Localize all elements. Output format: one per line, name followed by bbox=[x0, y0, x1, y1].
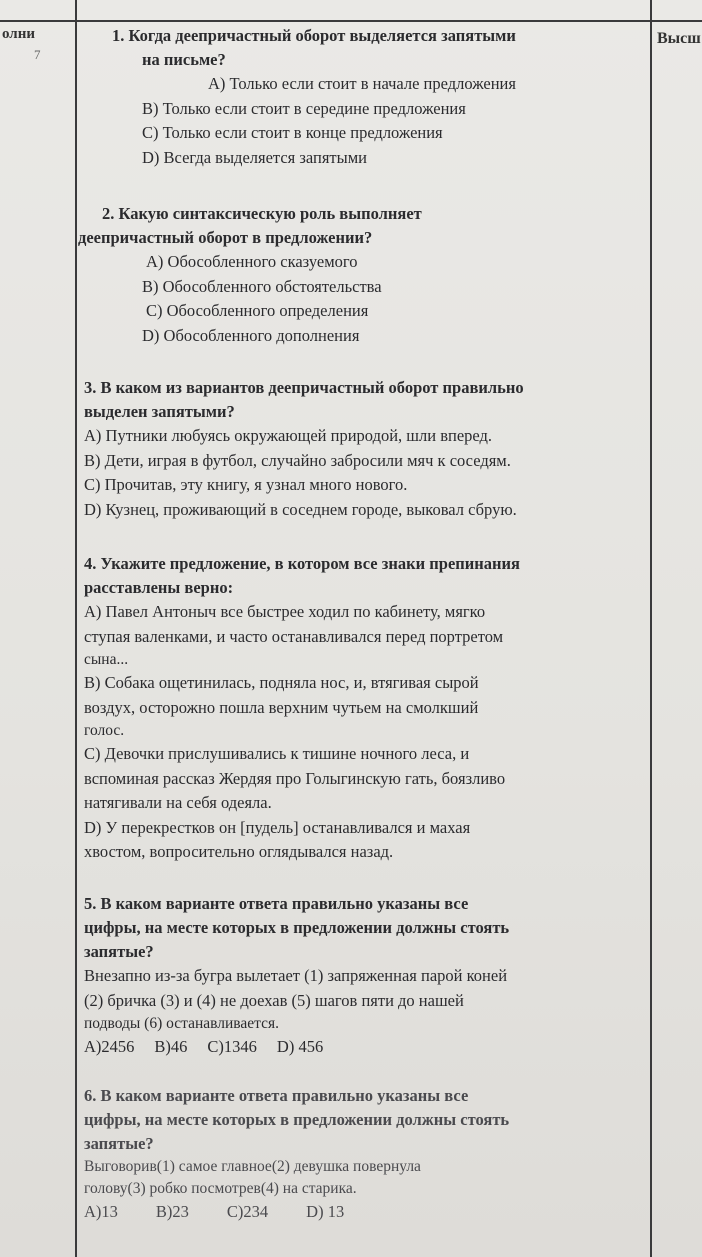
option-c-line-1: С) Девочки прислушивались к тишине ночного леса, и bbox=[84, 744, 470, 763]
question-title: 2. Какую синтаксическую роль выполняет bbox=[102, 204, 422, 223]
question-title: 1. Когда деепричастный оборот выделяется запятыми bbox=[112, 26, 516, 45]
question-title-line-3: запятые? bbox=[84, 942, 154, 961]
answer-a: А)13 bbox=[84, 1202, 118, 1221]
option-c: С) Только если стоит в конце предложения bbox=[142, 123, 443, 142]
option-a: А) Путники любуясь окружающей природой, шли вперед. bbox=[84, 426, 493, 445]
question-title: 3. В каком из вариантов деепричастный оборот правильно bbox=[84, 378, 524, 397]
table-divider-left bbox=[75, 0, 77, 1257]
option-a: А) Только если стоит в начале предложения bbox=[208, 74, 516, 93]
answer-b: В)23 bbox=[155, 1202, 189, 1221]
question-title-line-3: запятые? bbox=[84, 1134, 154, 1153]
option-b: В) Обособленного обстоятельства bbox=[142, 276, 382, 296]
question-title-line-1: 6. В каком варианте ответа правильно указаны все bbox=[84, 1086, 469, 1105]
question-title: 4. Укажите предложение, в котором все знаки препинания bbox=[84, 554, 520, 573]
left-column-sub-text: 7 bbox=[34, 47, 41, 62]
option-d: D) Кузнец, проживающий в соседнем городе, выковал сбрую. bbox=[84, 499, 517, 519]
option-b-line-1: В) Собака ощетинилась, подняла нос, и, втягивая сырой bbox=[84, 673, 479, 692]
option-c: С) Обособленного определения bbox=[146, 301, 369, 320]
option-c-line-3: натягивали на себя одеяла. bbox=[84, 793, 272, 812]
option-a-line-3: сына... bbox=[84, 651, 129, 668]
question-title-line-2: цифры, на месте которых в предложении должны стоять bbox=[84, 918, 510, 937]
answer-row bbox=[78, 1200, 650, 1224]
sentence-line-1: Внезапно из-за бугра вылетает (1) запряженная парой коней bbox=[84, 966, 508, 985]
question-title-cont: расставлены верно: bbox=[84, 578, 234, 597]
question-4 bbox=[78, 552, 650, 865]
sentence-line-2: (2) бричка (3) и (4) не доехав (5) шагов пяти до нашей bbox=[84, 990, 464, 1010]
sentence-line-3: подводы (6) останавливается. bbox=[84, 1015, 280, 1032]
answer-a: А)2456 bbox=[84, 1037, 135, 1056]
question-6 bbox=[78, 1084, 650, 1224]
option-d-line-2: хвостом, вопросительно оглядывался назад. bbox=[84, 842, 394, 861]
sentence-line-2: голову(3) робко посмотрев(4) на старика. bbox=[84, 1180, 357, 1197]
option-a-line-2: ступая валенками, и часто останавливался перед портретом bbox=[84, 626, 504, 646]
question-2 bbox=[78, 202, 650, 348]
right-column-header: Высш bbox=[657, 30, 701, 47]
table-top-border bbox=[0, 20, 702, 22]
option-d: D) Обособленного дополнения bbox=[142, 325, 360, 345]
question-title-cont: на письме? bbox=[142, 50, 226, 69]
question-3 bbox=[78, 376, 650, 522]
left-column-header-text: олни bbox=[2, 26, 36, 42]
table-divider-right bbox=[650, 0, 652, 1257]
answer-d: D) 456 bbox=[276, 1037, 324, 1056]
question-title-cont: деепричастный оборот в предложении? bbox=[78, 228, 373, 247]
option-b-line-3: голос. bbox=[84, 722, 125, 739]
answer-row bbox=[78, 1035, 650, 1059]
option-a-line-1: А) Павел Антоныч все быстрее ходил по кабинету, мягко bbox=[84, 602, 486, 621]
option-c-line-2: вспоминая рассказ Жердяя про Голыгинскую гать, боязливо bbox=[84, 768, 506, 788]
option-c: С) Прочитав, эту книгу, я узнал много нового. bbox=[84, 475, 408, 494]
option-b: В) Дети, играя в футбол, случайно забросили мяч к соседям. bbox=[84, 450, 511, 470]
question-1 bbox=[78, 24, 650, 170]
option-d-line-1: D) У перекрестков он [пудель] останавливался и махая bbox=[84, 817, 471, 837]
sentence-line-1: Выговорив(1) самое главное(2) девушка повернула bbox=[84, 1158, 421, 1175]
left-column-header bbox=[2, 26, 72, 63]
question-title-line-2: цифры, на месте которых в предложении должны стоять bbox=[84, 1110, 510, 1129]
answer-c: С)234 bbox=[226, 1202, 269, 1221]
answer-b: В)46 bbox=[154, 1037, 188, 1056]
question-title-line-1: 5. В каком варианте ответа правильно указаны все bbox=[84, 894, 469, 913]
option-b: В) Только если стоит в середине предложения bbox=[142, 98, 466, 118]
answer-d: D) 13 bbox=[306, 1202, 345, 1221]
answer-c: С)1346 bbox=[207, 1037, 257, 1056]
question-title-cont: выделен запятыми? bbox=[84, 402, 235, 421]
question-5 bbox=[78, 892, 650, 1059]
option-b-line-2: воздух, осторожно пошла верхним чутьем на смолкший bbox=[84, 697, 479, 717]
option-a: А) Обособленного сказуемого bbox=[146, 252, 358, 271]
option-d: D) Всегда выделяется запятыми bbox=[142, 147, 367, 167]
